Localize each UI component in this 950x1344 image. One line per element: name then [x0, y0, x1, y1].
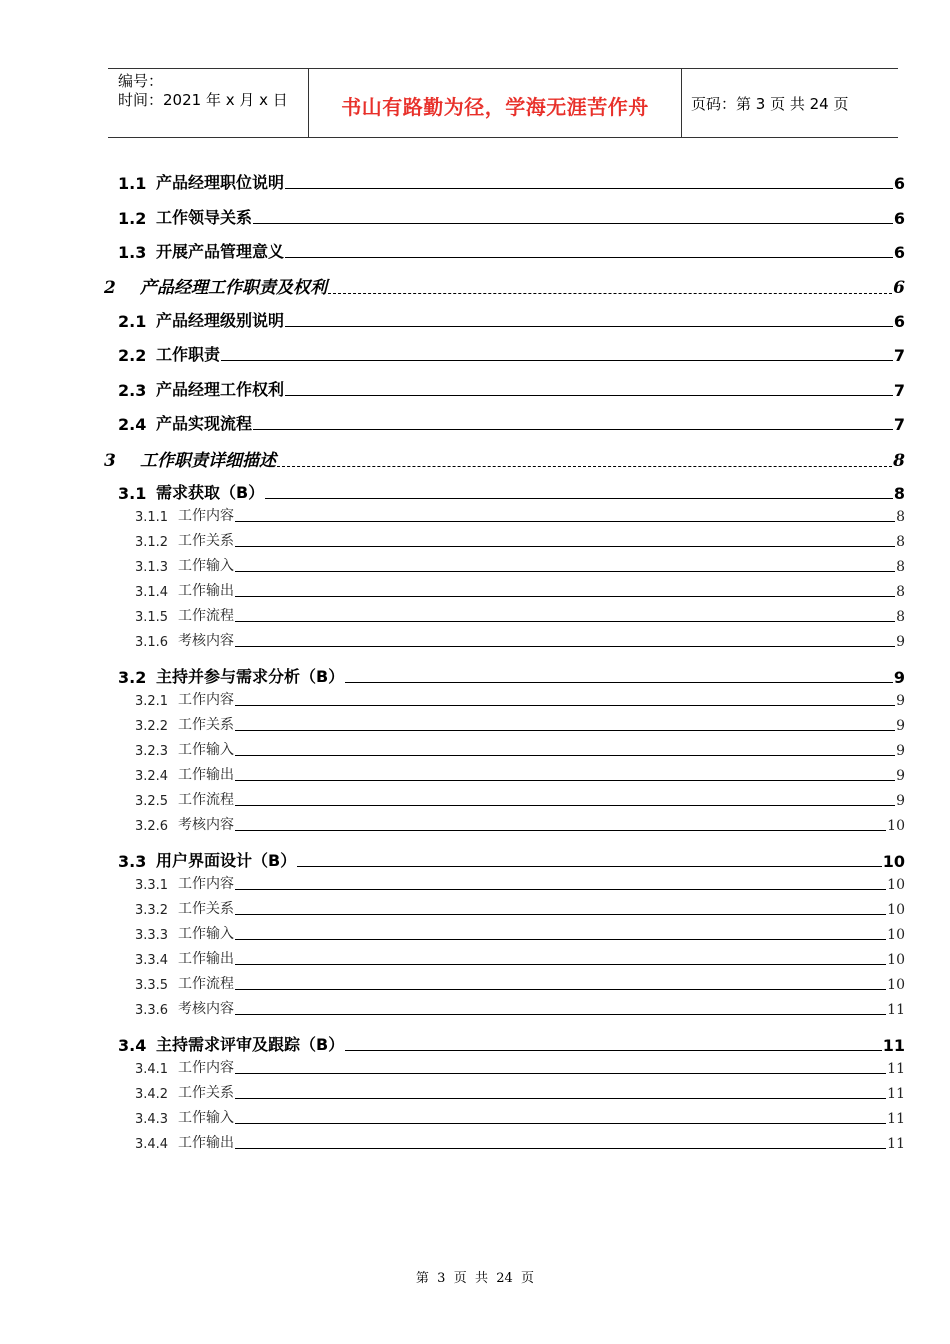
toc-leader-line [285, 326, 893, 327]
toc-entry[interactable] [135, 1083, 905, 1102]
toc-leader-line [253, 429, 893, 430]
toc-entry[interactable] [118, 309, 905, 331]
toc-entry-title: 工作输入 [178, 558, 234, 574]
toc-entry-number: 3.1.5 [135, 610, 169, 625]
toc-entry-title: 工作输出 [178, 767, 234, 783]
toc-entry-title: 主持并参与需求分析（B） [156, 667, 345, 686]
toc-entry[interactable] [135, 556, 905, 575]
toc-entry-page: 9 [896, 693, 905, 709]
toc-entry-number: 3.3.6 [135, 1003, 169, 1018]
toc-leader-line [235, 621, 895, 622]
toc-leader-line [235, 546, 895, 547]
toc-leader-line [235, 1014, 886, 1015]
toc-entry-title: 工作内容 [178, 1060, 234, 1076]
toc-entry[interactable] [135, 740, 905, 759]
toc-entry[interactable] [135, 531, 905, 550]
toc-entry[interactable] [104, 274, 905, 298]
toc-entry-number: 3.2.3 [135, 744, 169, 759]
toc-entry-number: 3.4 [118, 1036, 147, 1055]
toc-entry-number: 3.2.1 [135, 694, 169, 709]
toc-entry-title: 工作内容 [178, 692, 234, 708]
toc-entry-title: 工作输出 [178, 1135, 234, 1151]
toc-entry-page: 10 [887, 877, 905, 893]
toc-entry-number: 2.1 [118, 312, 147, 331]
toc-entry-number: 1.1 [118, 174, 147, 193]
toc-entry[interactable] [135, 715, 905, 734]
toc-entry-page: 10 [887, 952, 905, 968]
toc-entry[interactable] [118, 412, 905, 434]
document-number-label: 编号： [118, 72, 164, 90]
toc-entry-page: 8 [896, 559, 905, 575]
toc-leader-line [265, 498, 893, 499]
toc-entry-title: 工作内容 [178, 876, 234, 892]
toc-leader-line [235, 755, 895, 756]
page-header [108, 68, 898, 138]
toc-entry-page: 7 [893, 346, 905, 365]
toc-entry-page: 9 [896, 634, 905, 650]
toc-entry[interactable] [118, 481, 905, 503]
toc-leader-line [235, 1098, 886, 1099]
toc-entry-number: 3.1.3 [135, 560, 169, 575]
toc-entry-page: 6 [893, 243, 905, 262]
toc-leader-line [285, 188, 893, 189]
toc-entry-page: 10 [887, 818, 905, 834]
toc-entry-number: 2.4 [118, 415, 147, 434]
header-motto-cell [308, 69, 682, 137]
header-page-info: 页码：第 3 页 共 24 页 [691, 95, 849, 113]
toc-entry-title: 工作流程 [178, 792, 234, 808]
header-meta [108, 69, 308, 137]
toc-entry-page: 9 [896, 743, 905, 759]
toc-entry[interactable] [118, 1033, 905, 1055]
toc-entry[interactable] [135, 606, 905, 625]
toc-entry-page: 8 [896, 609, 905, 625]
toc-entry-page: 6 [893, 209, 905, 228]
toc-leader-line [235, 596, 895, 597]
toc-entry-page: 10 [887, 902, 905, 918]
toc-leader-line [235, 1073, 886, 1074]
toc-entry-number: 3.4.1 [135, 1062, 169, 1077]
toc-entry[interactable] [118, 849, 905, 871]
toc-leader-line [235, 780, 895, 781]
toc-leader-line [235, 1148, 886, 1149]
toc-entry-title: 工作输入 [178, 926, 234, 942]
toc-entry-number: 3.2.5 [135, 794, 169, 809]
toc-entry[interactable] [135, 506, 905, 525]
toc-entry-page: 11 [887, 1111, 905, 1127]
toc-entry-title: 产品实现流程 [156, 414, 253, 433]
toc-entry-number: 1.2 [118, 209, 147, 228]
toc-entry-title: 工作关系 [178, 717, 234, 733]
toc-leader-line [328, 293, 892, 294]
toc-leader-line [345, 682, 893, 683]
toc-leader-line [235, 1123, 886, 1124]
toc-entry-page: 10 [882, 852, 905, 871]
toc-entry-page: 9 [896, 768, 905, 784]
toc-entry-title: 工作输出 [178, 583, 234, 599]
toc-entry-number: 3.1 [118, 484, 147, 503]
toc-entry-number: 3.1.4 [135, 585, 169, 600]
toc-entry-page: 11 [887, 1086, 905, 1102]
toc-entry-title: 工作领导关系 [156, 208, 253, 227]
toc-leader-line [235, 805, 895, 806]
toc-entry-number: 2.3 [118, 381, 147, 400]
toc-entry-title: 开展产品管理意义 [156, 242, 285, 261]
toc-entry-title: 考核内容 [178, 1001, 234, 1017]
toc-entry-number: 3.3 [118, 852, 147, 871]
toc-entry[interactable] [118, 343, 905, 365]
toc-entry[interactable] [135, 815, 905, 834]
toc-entry[interactable] [135, 631, 905, 650]
toc-entry-page: 7 [893, 381, 905, 400]
toc-entry-page: 8 [893, 484, 905, 503]
toc-entry-page: 11 [887, 1061, 905, 1077]
toc-entry-title: 工作流程 [178, 608, 234, 624]
toc-entry-page: 10 [887, 927, 905, 943]
toc-entry-title: 主持需求评审及跟踪（B） [156, 1035, 345, 1054]
toc-entry[interactable] [118, 206, 905, 228]
toc-entry[interactable] [135, 999, 905, 1018]
toc-entry-number: 3.1.2 [135, 535, 169, 550]
toc-leader-line [235, 571, 895, 572]
toc-leader-line [235, 889, 886, 890]
toc-entry[interactable] [135, 790, 905, 809]
toc-entry[interactable] [135, 899, 905, 918]
toc-entry[interactable] [135, 765, 905, 784]
toc-leader-line [297, 866, 882, 867]
document-date-label: 时间：2021 年 x 月 x 日 [118, 91, 288, 109]
toc-entry-page: 6 [893, 312, 905, 331]
toc-entry-page: 8 [896, 509, 905, 525]
toc-entry-number: 3.3.1 [135, 878, 169, 893]
toc-entry-number: 3.2 [118, 668, 147, 687]
toc-entry-number: 3.2.2 [135, 719, 169, 734]
toc-entry-number: 2 [104, 278, 116, 298]
motto-text: 书山有路勤为径，学海无涯苦作舟 [341, 95, 649, 119]
toc-entry-title: 工作关系 [178, 1085, 234, 1101]
toc-entry-number: 3.2.4 [135, 769, 169, 784]
toc-entry[interactable] [118, 378, 905, 400]
toc-entry[interactable] [135, 581, 905, 600]
toc-leader-line [221, 360, 893, 361]
toc-entry-number: 1.3 [118, 243, 147, 262]
toc-entry-number: 3.4.3 [135, 1112, 169, 1127]
toc-entry[interactable] [135, 974, 905, 993]
toc-leader-line [235, 830, 886, 831]
toc-entry-title: 考核内容 [178, 817, 234, 833]
toc-entry-page: 6 [893, 174, 905, 193]
toc-leader-line [285, 257, 893, 258]
toc-entry-title: 工作流程 [178, 976, 234, 992]
toc-entry-page: 7 [893, 415, 905, 434]
toc-entry-title: 考核内容 [178, 633, 234, 649]
toc-entry-title: 工作内容 [178, 508, 234, 524]
toc-entry-number: 3.2.6 [135, 819, 169, 834]
toc-entry-page: 8 [896, 534, 905, 550]
toc-entry-title: 工作职责详细描述 [140, 451, 276, 471]
toc-entry-number: 3.4.4 [135, 1137, 169, 1152]
toc-entry-page: 11 [882, 1036, 905, 1055]
toc-leader-line [277, 466, 892, 467]
toc-entry-page: 11 [887, 1136, 905, 1152]
toc-entry-page: 11 [887, 1002, 905, 1018]
toc-entry-page: 8 [896, 584, 905, 600]
toc-entry[interactable] [135, 874, 905, 893]
toc-entry-number: 2.2 [118, 346, 147, 365]
toc-leader-line [235, 914, 886, 915]
toc-entry-page: 6 [893, 278, 905, 298]
toc-entry[interactable] [135, 1108, 905, 1127]
toc-entry-title: 工作关系 [178, 901, 234, 917]
toc-entry-title: 用户界面设计（B） [156, 851, 297, 870]
page-footer: 第 3 页 共 24 页 [415, 1271, 535, 1286]
toc-entry-number: 3.3.2 [135, 903, 169, 918]
toc-leader-line [235, 939, 886, 940]
toc-entry-number: 3.1.1 [135, 510, 169, 525]
toc-entry-number: 3.3.5 [135, 978, 169, 993]
toc-entry-title: 工作职责 [156, 345, 221, 364]
toc-entry[interactable] [118, 665, 905, 687]
toc-entry[interactable] [135, 690, 905, 709]
toc-leader-line [235, 646, 895, 647]
toc-entry-page: 9 [896, 718, 905, 734]
toc-entry-title: 工作关系 [178, 533, 234, 549]
toc-entry[interactable] [118, 171, 905, 193]
toc-entry-number: 3.4.2 [135, 1087, 169, 1102]
toc-entry-title: 产品经理工作权利 [156, 380, 285, 399]
toc-entry-title: 产品经理级别说明 [156, 311, 285, 330]
toc-leader-line [285, 395, 893, 396]
toc-entry-title: 需求获取（B） [156, 483, 265, 502]
toc-leader-line [235, 989, 886, 990]
toc-entry-number: 3.1.6 [135, 635, 169, 650]
toc-leader-line [235, 705, 895, 706]
toc-entry-title: 产品经理工作职责及权利 [140, 278, 327, 298]
toc-entry-page: 9 [896, 793, 905, 809]
toc-entry-page: 10 [887, 977, 905, 993]
toc-entry-title: 工作输入 [178, 742, 234, 758]
toc-entry-number: 3 [104, 451, 116, 471]
toc-entry[interactable] [135, 1058, 905, 1077]
toc-entry[interactable] [135, 1133, 905, 1152]
toc-leader-line [235, 730, 895, 731]
toc-entry[interactable] [118, 240, 905, 262]
toc-leader-line [345, 1050, 882, 1051]
toc-entry[interactable] [135, 924, 905, 943]
toc-entry-title: 产品经理职位说明 [156, 173, 285, 192]
toc-entry[interactable] [135, 949, 905, 968]
toc-entry-title: 工作输入 [178, 1110, 234, 1126]
toc-entry-title: 工作输出 [178, 951, 234, 967]
toc-entry-number: 3.3.3 [135, 928, 169, 943]
toc-entry-page: 9 [893, 668, 905, 687]
toc-entry[interactable] [104, 447, 905, 471]
toc-leader-line [235, 964, 886, 965]
toc-leader-line [235, 521, 895, 522]
toc-entry-page: 8 [893, 451, 905, 471]
toc-entry-number: 3.3.4 [135, 953, 169, 968]
toc-leader-line [253, 223, 893, 224]
